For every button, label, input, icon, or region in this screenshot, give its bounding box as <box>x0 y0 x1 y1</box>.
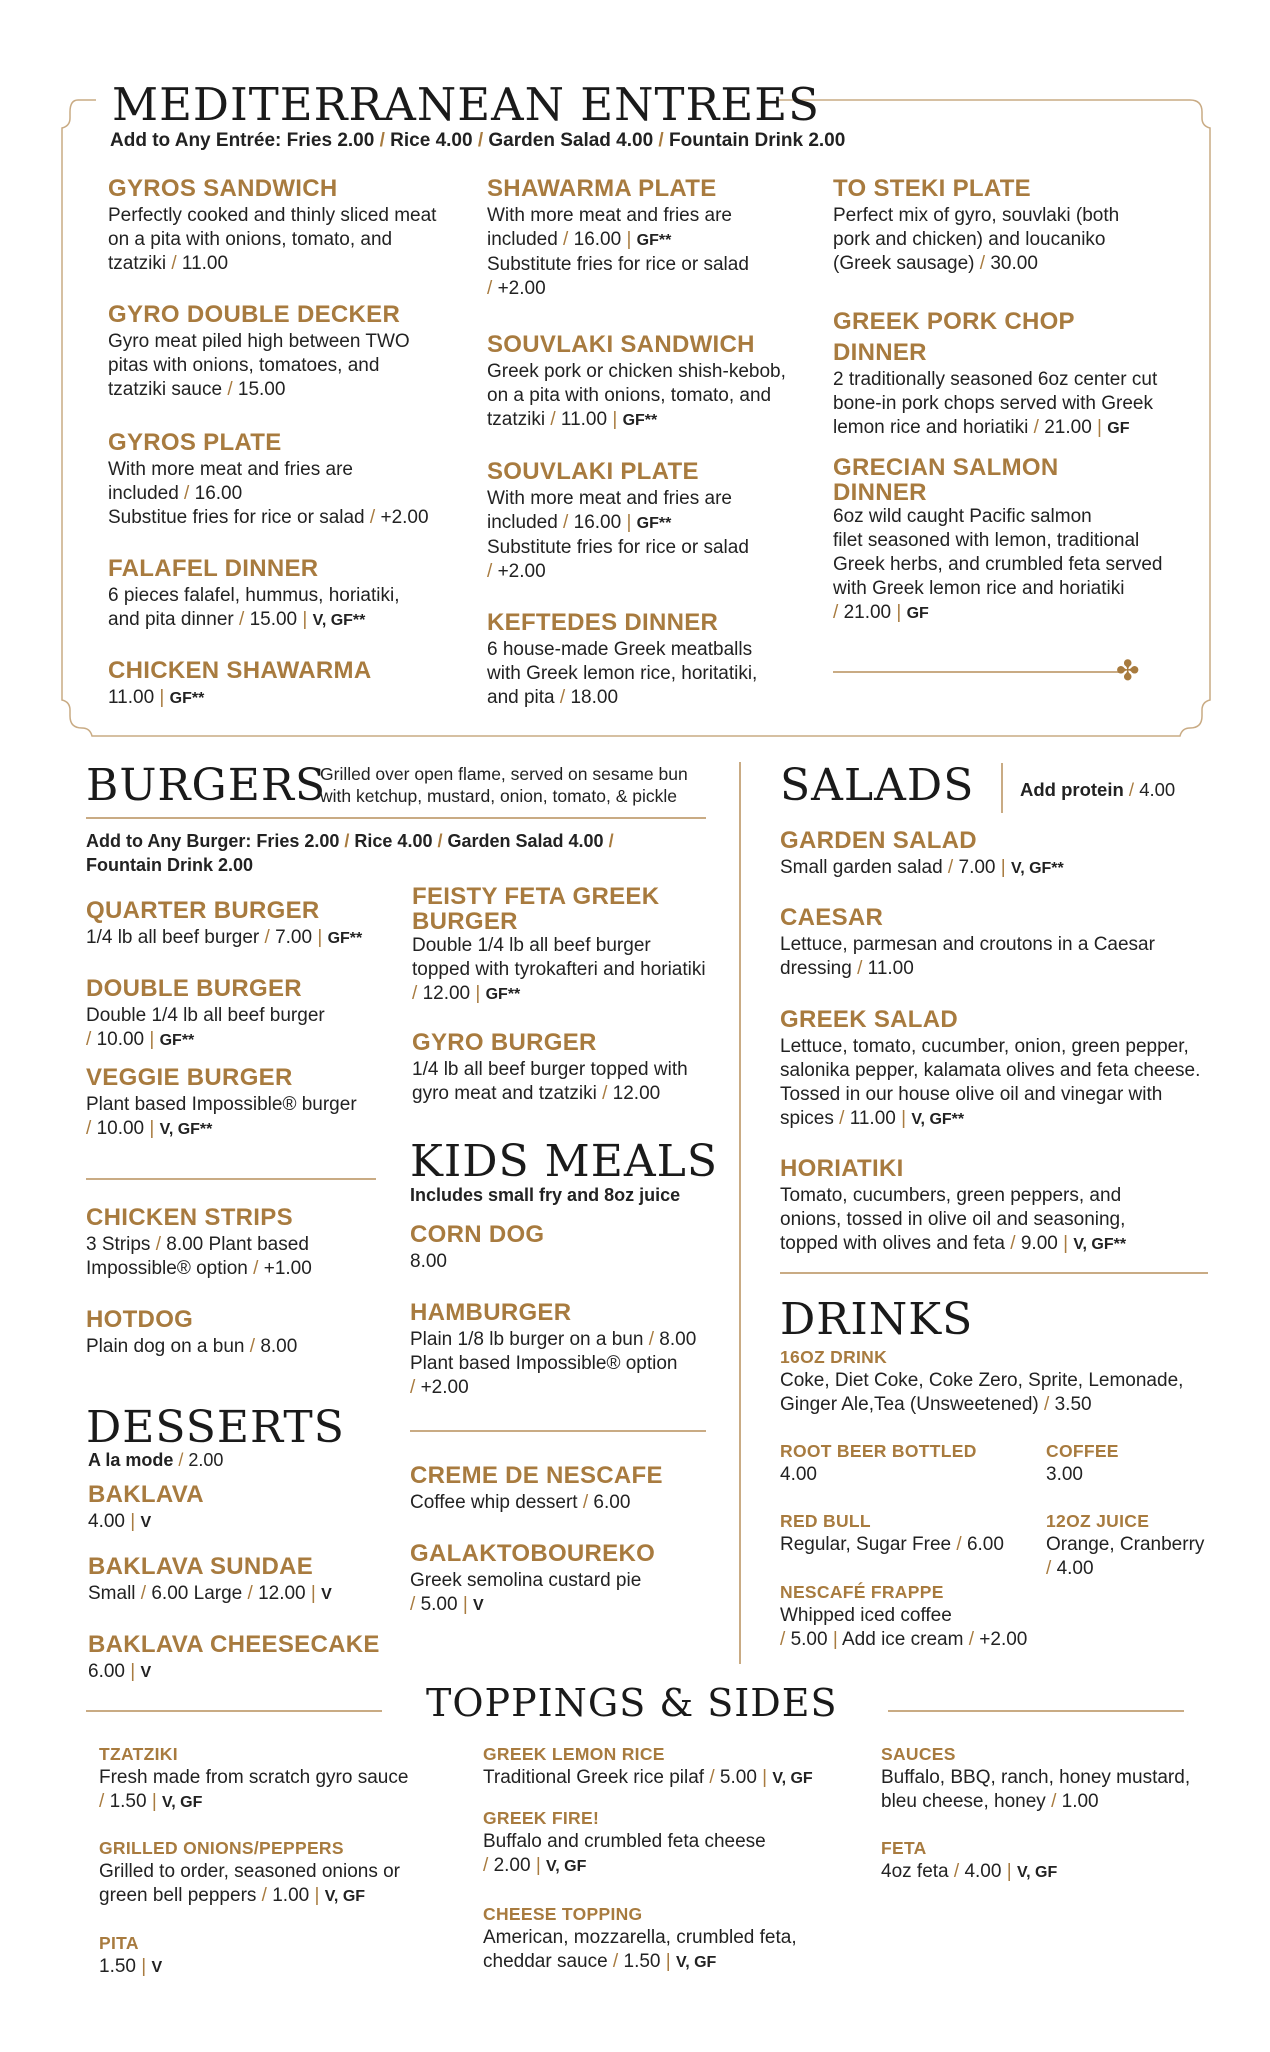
item-price: 5.00 <box>719 1767 757 1788</box>
item-price: 10.00 <box>96 1029 145 1050</box>
item-price: 11.00 <box>849 1108 896 1129</box>
menu-item-greek-lemon-rice: GREEK LEMON RICE Traditional Greek rice pilaf / 5.00 | V, GF <box>483 1742 863 1791</box>
menu-item-coffee <box>1046 1439 1226 1487</box>
item-price: 12.00 <box>612 1083 661 1104</box>
menu-item-greek-pork-chop-dinner: GREEK PORK CHOP DINNER 2 traditionally seasoned 6oz center cut bone-in pork chops served with Greek lemon rice and horiatiki / 21.00 | GF <box>833 306 1178 441</box>
item-desc: Add ice cream <box>842 1629 964 1650</box>
item-desc: onions, tossed in olive oil and seasoning, <box>780 1209 1126 1230</box>
menu-item-grecian-salmon-dinner: GRECIAN SALMON DINNER 6oz wild caught Pacific salmon filet seasoned with lemon, traditional Greek herbs, and crumbled feta served with Greek lemon rice and horiatiki / 21.00 | GF <box>833 455 1178 626</box>
item-desc: (Greek sausage) <box>833 253 975 274</box>
item-price: +2.00 <box>380 507 429 528</box>
item-price: +2.00 <box>497 278 546 299</box>
menu-item-hotdog: HOTDOG Plain dog on a bun / 8.00 <box>86 1304 416 1359</box>
item-desc: Plain 1/8 lb burger on a bun <box>410 1329 644 1350</box>
item-desc: With more meat and fries are <box>487 488 732 509</box>
menu-item-kids-hamburger: HAMBURGER Plain 1/8 lb burger on a bun / 8.00 Plant based Impossible® option / +2.00 <box>410 1297 730 1400</box>
item-tags: GF** <box>622 412 658 429</box>
item-price: 15.00 <box>237 379 286 400</box>
item-desc: with Greek lemon rice, horitatiki, <box>487 663 758 684</box>
item-name: GRILLED ONIONS/PEPPERS <box>99 1838 344 1858</box>
item-name: GREEK LEMON RICE <box>483 1744 665 1764</box>
item-desc: Plant based Impossible® burger <box>86 1094 357 1115</box>
item-desc: 1/4 lb all beef burger <box>86 927 260 948</box>
item-price: 4.00 <box>780 1464 817 1485</box>
item-tags: GF** <box>327 930 363 947</box>
item-name: FALAFEL DINNER <box>108 555 319 582</box>
item-tags: GF <box>906 605 929 622</box>
item-price: 11.00 <box>560 409 608 430</box>
item-price: 1.50 <box>99 1956 136 1977</box>
drinks-title: DRINKS <box>780 1294 974 1345</box>
item-name: COFFEE <box>1046 1441 1119 1461</box>
item-tags: GF** <box>159 1032 195 1049</box>
menu-item-falafel-dinner: FALAFEL DINNER 6 pieces falafel, hummus, horiatiki, and pita dinner / 15.00 | V, GF** <box>108 553 468 633</box>
menu-item-pita: PITA 1.50 | V <box>99 1931 459 1980</box>
item-desc: Perfectly cooked and thinly sliced meat <box>108 205 437 226</box>
item-name: CREME DE NESCAFE <box>410 1462 663 1489</box>
item-desc: American, mozzarella, crumbled feta, <box>483 1927 797 1948</box>
menu-item-gyro-double-decker: GYRO DOUBLE DECKER Gyro meat piled high between TWO pitas with onions, tomatoes, and tzatziki sauce / 15.00 <box>108 299 468 402</box>
menu-item-root-beer-bottled <box>780 1439 1020 1487</box>
item-tags: V, GF <box>1016 1864 1058 1881</box>
burgers-rule <box>86 817 706 819</box>
menu-item-baklava-sundae: BAKLAVA SUNDAE Small / 6.00 Large / 12.00 | V <box>88 1551 418 1607</box>
item-desc: tzatziki <box>487 409 546 430</box>
item-desc: Greek pork or chicken shish-kebob, <box>487 361 786 382</box>
item-desc: included <box>487 512 558 533</box>
item-desc: Substitue fries for rice or salad <box>108 507 365 528</box>
item-price: 4.00 <box>1056 1558 1094 1579</box>
burgers-mid-rule <box>86 1178 376 1180</box>
item-desc: Tossed in our house olive oil and vinegar with <box>780 1084 1163 1105</box>
item-desc: Lettuce, tomato, cucumber, onion, green pepper, <box>780 1036 1189 1057</box>
item-name: GREEK FIRE! <box>483 1808 600 1828</box>
menu-item-quarter-burger: QUARTER BURGER 1/4 lb all beef burger / 7.00 | GF** <box>86 895 416 951</box>
item-price: +2.00 <box>979 1629 1028 1650</box>
item-desc: lemon rice and horiatiki <box>833 417 1029 438</box>
menu-item-double-burger: DOUBLE BURGER Double 1/4 lb all beef burger / 10.00 | GF** <box>86 973 416 1053</box>
item-desc: and pita dinner <box>108 609 234 630</box>
item-tags: GF** <box>169 690 205 707</box>
item-price: 8.00 <box>260 1336 298 1357</box>
item-desc: salonika pepper, kalamata olives and feta cheese. <box>780 1060 1201 1081</box>
menu-item-souvlaki-plate: SOUVLAKI PLATE With more meat and fries are included / 16.00 | GF** Substitute fries for rice or salad / +2.00 <box>487 456 817 584</box>
item-tags: V, GF** <box>159 1121 213 1138</box>
item-name: SOUVLAKI PLATE <box>487 458 699 485</box>
item-desc: Double 1/4 lb all beef burger <box>412 935 651 956</box>
menu-item-horiatiki: HORIATIKI Tomato, cucumbers, green peppers, and onions, tossed in olive oil and seasoning, topped with olives and feta / 9.00 | V, GF** <box>780 1153 1220 1257</box>
item-desc: With more meat and fries are <box>487 205 732 226</box>
item-name: CHEESE TOPPING <box>483 1904 643 1924</box>
item-tags: V, GF <box>162 1794 203 1811</box>
addon-drink: Fountain Drink 2.00 <box>669 130 846 151</box>
menu-item-shawarma-plate: SHAWARMA PLATE With more meat and fries are included / 16.00 | GF** Substitute fries for rice or salad / +2.00 <box>487 173 817 301</box>
menu-item-garden-salad: GARDEN SALAD Small garden salad / 7.00 | V, GF** <box>780 825 1220 881</box>
ornament-rule <box>833 671 1123 673</box>
item-tags: V <box>140 1664 152 1681</box>
item-desc: Greek herbs, and crumbled feta served <box>833 554 1163 575</box>
toppings-rule-right <box>888 1710 1184 1712</box>
item-price: 2.00 <box>493 1855 531 1876</box>
item-name: BAKLAVA SUNDAE <box>88 1553 314 1580</box>
item-name: DOUBLE BURGER <box>86 975 302 1002</box>
item-desc: Plant based Impossible® option <box>410 1353 678 1374</box>
item-desc: bone-in pork chops served with Greek <box>833 393 1153 414</box>
item-name: VEGGIE BURGER <box>86 1064 293 1091</box>
item-name: DINNER <box>833 479 927 506</box>
item-name: BURGER <box>412 908 518 935</box>
item-desc: Tomato, cucumbers, green peppers, and <box>780 1185 1122 1206</box>
menu-item-16oz-drink: 16OZ DRINK Coke, Diet Coke, Coke Zero, Sprite, Lemonade, Ginger Ale,Tea (Unsweetened) / 3.50 <box>780 1345 1220 1417</box>
item-name: CORN DOG <box>410 1221 545 1248</box>
menu-item-sauces: SAUCES Buffalo, BBQ, ranch, honey mustard, bleu cheese, honey / 1.00 <box>881 1742 1221 1814</box>
item-name: SOUVLAKI SANDWICH <box>487 331 755 358</box>
item-desc: tzatziki <box>108 253 167 274</box>
item-name: DINNER <box>833 339 927 366</box>
item-desc: Lettuce, parmesan and croutons in a Caesar <box>780 934 1155 955</box>
menu-item-baklava: BAKLAVA 4.00 | V <box>88 1479 418 1535</box>
item-price: 8.00 <box>659 1329 697 1350</box>
item-desc: filet seasoned with lemon, traditional <box>833 530 1140 551</box>
menu-item-chicken-shawarma: CHICKEN SHAWARMA 11.00 | GF** <box>108 655 468 711</box>
item-price: 11.00 <box>867 958 914 979</box>
item-name: HORIATIKI <box>780 1155 904 1182</box>
addon-salad: Garden Salad 4.00 <box>488 130 654 151</box>
item-price: 3.50 <box>1054 1394 1092 1415</box>
item-price: 12.00 <box>258 1583 306 1604</box>
item-price: 15.00 <box>249 609 298 630</box>
item-desc: Whipped iced coffee <box>780 1605 952 1626</box>
burgers-addons: Add to Any Burger: Fries 2.00 / Rice 4.00 / Garden Salad 4.00 / Fountain Drink 2.00 <box>86 831 614 875</box>
item-desc: Orange, Cranberry <box>1046 1534 1205 1555</box>
item-price: 8.00 <box>166 1234 204 1255</box>
item-name: FETA <box>881 1838 927 1858</box>
item-desc: Buffalo and crumbled feta cheese <box>483 1831 766 1852</box>
item-name: GALAKTOBOUREKO <box>410 1540 656 1567</box>
item-price: 3.00 <box>1046 1464 1083 1485</box>
item-name: GYRO BURGER <box>412 1029 597 1056</box>
menu-item-keftedes-dinner: KEFTEDES DINNER 6 house-made Greek meatballs with Greek lemon rice, horitatiki, and pita / 18.00 <box>487 607 817 710</box>
menu-item-souvlaki-sandwich: SOUVLAKI SANDWICH Greek pork or chicken shish-kebob, on a pita with onions, tomato, and tzatziki / 11.00 | GF** <box>487 329 817 433</box>
item-desc: Perfect mix of gyro, souvlaki (both <box>833 205 1120 226</box>
item-tags: V, GF <box>772 1770 813 1787</box>
item-desc: tzatziki sauce <box>108 379 223 400</box>
item-tags: V, GF** <box>911 1111 965 1128</box>
item-desc: 4oz feta <box>881 1861 949 1882</box>
item-desc: Greek semolina custard pie <box>410 1570 642 1591</box>
column-divider <box>739 762 741 1664</box>
item-name: FEISTY FETA GREEK <box>412 883 660 910</box>
menu-item-caesar: CAESAR Lettuce, parmesan and croutons in a Caesar dressing / 11.00 <box>780 902 1220 981</box>
menu-item-galaktoboureko: GALAKTOBOUREKO Greek semolina custard pie / 5.00 | V <box>410 1538 730 1618</box>
item-tags: V, GF** <box>1010 860 1064 877</box>
menu-item-tzatziki: TZATZIKI Fresh made from scratch gyro sauce / 1.50 | V, GF <box>99 1742 459 1815</box>
item-name: PITA <box>99 1933 139 1953</box>
addon-fries: Add to Any Burger: Fries 2.00 <box>86 831 340 851</box>
menu-item-12oz-juice: 12OZ JUICE Orange, Cranberry / 4.00 <box>1046 1509 1226 1581</box>
item-desc: Impossible® option <box>86 1258 248 1279</box>
salads-title: SALADS <box>780 760 975 811</box>
menu-item-gyros-sandwich: GYROS SANDWICH Perfectly cooked and thinly sliced meat on a pita with onions, tomato, and tzatziki / 11.00 <box>108 173 468 276</box>
item-desc: Plant based <box>208 1234 309 1255</box>
item-tags: V <box>140 1514 152 1531</box>
item-price: 1.50 <box>623 1951 661 1972</box>
item-price: 21.00 <box>843 602 892 623</box>
kids-rule <box>410 1430 706 1432</box>
menu-item-to-steki-plate: TO STEKI PLATE Perfect mix of gyro, souvlaki (both pork and chicken) and loucaniko (Greek sausage) / 30.00 <box>833 173 1178 276</box>
item-desc: spices <box>780 1108 834 1129</box>
fleuron-icon: ✤ <box>1116 655 1140 686</box>
item-name: 16OZ DRINK <box>780 1347 888 1367</box>
item-tags: V <box>473 1597 484 1614</box>
item-desc: 6 house-made Greek meatballs <box>487 639 753 660</box>
item-name: KEFTEDES DINNER <box>487 609 719 636</box>
item-desc: pork and chicken) and loucaniko <box>833 229 1106 250</box>
item-tags: GF** <box>485 986 521 1003</box>
item-desc: included <box>487 229 558 250</box>
menu-item-cheese-topping: CHEESE TOPPING American, mozzarella, crumbled feta, cheddar sauce / 1.50 | V, GF <box>483 1902 863 1975</box>
item-desc: Coke, Diet Coke, Coke Zero, Sprite, Lemonade, <box>780 1370 1184 1391</box>
item-tags: V, GF** <box>312 612 366 629</box>
item-name: SHAWARMA PLATE <box>487 175 717 202</box>
item-desc: with Greek lemon rice and horiatiki <box>833 578 1125 599</box>
item-price: 6.00 <box>593 1492 631 1513</box>
addon-rice: Rice 4.00 <box>354 831 433 851</box>
desserts-subtitle: A la mode / 2.00 <box>88 1450 224 1470</box>
item-desc: Grilled to order, seasoned onions or <box>99 1861 401 1882</box>
item-tags: V <box>151 1959 163 1976</box>
kids-subtitle: Includes small fry and 8oz juice <box>410 1185 681 1205</box>
toppings-title: TOPPINGS & SIDES <box>426 1681 838 1725</box>
item-price: +2.00 <box>420 1377 469 1398</box>
menu-item-greek-fire: GREEK FIRE! Buffalo and crumbled feta cheese / 2.00 | V, GF <box>483 1806 863 1879</box>
item-price: 11.00 <box>108 687 155 708</box>
menu-item-chicken-strips: CHICKEN STRIPS 3 Strips / 8.00 Plant based Impossible® option / +1.00 <box>86 1202 416 1281</box>
item-desc: Ginger Ale,Tea (Unsweetened) <box>780 1394 1039 1415</box>
item-desc: Small <box>88 1583 136 1604</box>
item-name: GARDEN SALAD <box>780 827 977 854</box>
subtitle-price: 2.00 <box>188 1450 224 1470</box>
item-price: 11.00 <box>181 253 229 274</box>
item-desc: cheddar sauce <box>483 1951 608 1972</box>
item-desc: Large <box>193 1583 243 1604</box>
salads-rule <box>780 1272 1208 1274</box>
item-desc: Double 1/4 lb all beef burger <box>86 1005 325 1026</box>
item-desc: Buffalo, BBQ, ranch, honey mustard, <box>881 1767 1191 1788</box>
addon-drink: Fountain Drink 2.00 <box>86 855 254 875</box>
item-desc: Coffee whip dessert <box>410 1492 578 1513</box>
item-desc: topped with olives and feta <box>780 1233 1005 1254</box>
item-name: GYRO DOUBLE DECKER <box>108 301 401 328</box>
item-price: 5.00 <box>420 1594 458 1615</box>
item-price: 16.00 <box>194 483 243 504</box>
menu-item-grilled-onions-peppers: GRILLED ONIONS/PEPPERS Grilled to order, seasoned onions or green bell peppers / 1.00 | V, GF <box>99 1836 459 1909</box>
item-desc: pitas with onions, tomatoes, and <box>108 355 380 376</box>
salads-title-divider <box>1001 763 1003 813</box>
item-desc: dressing <box>780 958 852 979</box>
item-name: TZATZIKI <box>99 1744 178 1764</box>
item-tags: GF** <box>636 515 672 532</box>
menu-item-greek-salad: GREEK SALAD Lettuce, tomato, cucumber, onion, green pepper, salonika pepper, kalamata olives and feta cheese. Tossed in our house olive oil and vinegar with spices / 11.00 | V, GF** <box>780 1004 1220 1132</box>
item-desc: Substitute fries for rice or salad <box>487 254 749 275</box>
item-price: 6.00 <box>151 1583 189 1604</box>
item-price: 10.00 <box>96 1118 145 1139</box>
subtitle-line: Grilled over open flame, served on sesame bun <box>320 764 688 784</box>
burgers-subtitle <box>320 763 688 807</box>
item-price: 1.00 <box>272 1885 310 1906</box>
entrees-addons: Add to Any Entrée: Fries 2.00 / Rice 4.00 / Garden Salad 4.00 / Fountain Drink 2.00 <box>110 130 846 151</box>
addon-fries: Add to Any Entrée: Fries 2.00 <box>110 130 375 151</box>
item-name: GREEK SALAD <box>780 1006 958 1033</box>
item-name: BAKLAVA <box>88 1481 204 1508</box>
item-desc: Fresh made from scratch gyro sauce <box>99 1767 409 1788</box>
item-desc: Regular, Sugar Free <box>780 1534 952 1555</box>
item-desc: topped with tyrokafteri and horiatiki <box>412 959 706 980</box>
item-desc: Traditional Greek rice pilaf <box>483 1767 705 1788</box>
addon-salad: Garden Salad 4.00 <box>447 831 604 851</box>
item-price: 12.00 <box>422 983 471 1004</box>
item-desc: on a pita with onions, tomato, and <box>487 385 772 406</box>
item-name: GREEK PORK CHOP <box>833 308 1075 335</box>
item-name: GRECIAN SALMON <box>833 454 1059 481</box>
item-price: 6.00 <box>88 1661 125 1682</box>
item-price: +1.00 <box>263 1258 312 1279</box>
item-name: GYROS SANDWICH <box>108 175 338 202</box>
addon-rice: Rice 4.00 <box>390 130 473 151</box>
salads-addon: Add protein / 4.00 <box>1020 779 1176 800</box>
item-tags: GF** <box>636 232 672 249</box>
item-price: 16.00 <box>573 229 622 250</box>
item-name: TO STEKI PLATE <box>833 175 1031 202</box>
item-name: NESCAFÉ FRAPPE <box>780 1582 944 1602</box>
item-name: BAKLAVA CHEESECAKE <box>88 1631 380 1658</box>
menu-item-feisty-feta-greek-burger: FEISTY FETA GREEK BURGER Double 1/4 lb all beef burger topped with tyrokafteri and horiatiki / 12.00 | GF** <box>412 884 732 1007</box>
item-desc: 6oz wild caught Pacific salmon <box>833 506 1092 527</box>
item-price: 21.00 <box>1044 417 1092 438</box>
item-tags: V, GF <box>546 1858 587 1875</box>
item-price: 4.00 <box>964 1861 1002 1882</box>
item-desc: included <box>108 483 179 504</box>
item-desc: Substitute fries for rice or salad <box>487 537 749 558</box>
item-desc: Plain dog on a bun <box>86 1336 245 1357</box>
item-tags: V <box>321 1586 332 1603</box>
entrees-title: MEDITERRANEAN ENTREES <box>112 78 820 131</box>
item-price: 16.00 <box>573 512 622 533</box>
menu-item-gyros-plate: GYROS PLATE With more meat and fries are included / 16.00 Substitue fries for rice or salad / +2.00 <box>108 427 468 530</box>
item-tags: V, GF <box>675 1954 717 1971</box>
item-tags: V, GF** <box>1073 1236 1127 1253</box>
toppings-rule-left <box>86 1710 382 1712</box>
item-name: CHICKEN SHAWARMA <box>108 657 372 684</box>
menu-item-nescafe-frappe: NESCAFÉ FRAPPE Whipped iced coffee / 5.00 | Add ice cream / +2.00 <box>780 1580 1200 1652</box>
item-name: 12OZ JUICE <box>1046 1511 1150 1531</box>
addon-text: Add protein <box>1020 779 1124 800</box>
item-price: 5.00 <box>790 1629 828 1650</box>
item-desc: 2 traditionally seasoned 6oz center cut <box>833 369 1158 390</box>
item-name: QUARTER BURGER <box>86 897 320 924</box>
item-desc: gyro meat and tzatziki <box>412 1083 597 1104</box>
item-price: 6.00 <box>966 1534 1004 1555</box>
menu-item-gyro-burger: GYRO BURGER 1/4 lb all beef burger topped with gyro meat and tzatziki / 12.00 <box>412 1027 732 1106</box>
item-price: 4.00 <box>88 1511 125 1532</box>
item-price: 8.00 <box>410 1251 447 1272</box>
item-price: 18.00 <box>570 687 619 708</box>
item-desc: and pita <box>487 687 555 708</box>
item-price: 7.00 <box>958 857 996 878</box>
item-price: 9.00 <box>1020 1233 1058 1254</box>
item-price: 1.00 <box>1061 1791 1099 1812</box>
item-price: 1.50 <box>109 1791 147 1812</box>
addon-price: 4.00 <box>1139 779 1176 800</box>
menu-item-feta: FETA 4oz feta / 4.00 | V, GF <box>881 1836 1221 1885</box>
menu-item-creme-de-nescafe: CREME DE NESCAFE Coffee whip dessert / 6.00 <box>410 1460 730 1515</box>
item-desc: With more meat and fries are <box>108 459 353 480</box>
item-name: SAUCES <box>881 1744 956 1764</box>
item-tags: V, GF <box>324 1888 366 1905</box>
menu-item-veggie-burger: VEGGIE BURGER Plant based Impossible® burger / 10.00 | V, GF** <box>86 1062 416 1142</box>
subtitle-line: with ketchup, mustard, onion, tomato, & pickle <box>320 786 677 806</box>
item-name: HOTDOG <box>86 1306 194 1333</box>
item-desc: 6 pieces falafel, hummus, horiatiki, <box>108 585 400 606</box>
item-name: CAESAR <box>780 904 884 931</box>
burgers-title: BURGERS <box>86 760 327 811</box>
item-desc: Gyro meat piled high between TWO <box>108 331 410 352</box>
item-price: +2.00 <box>497 561 546 582</box>
item-desc: Small garden salad <box>780 857 943 878</box>
item-name: GYROS PLATE <box>108 429 282 456</box>
item-price: 30.00 <box>990 253 1038 274</box>
item-name: RED BULL <box>780 1511 871 1531</box>
item-name: ROOT BEER BOTTLED <box>780 1441 977 1461</box>
item-desc: on a pita with onions, tomato, and <box>108 229 393 250</box>
menu-item-red-bull: RED BULL Regular, Sugar Free / 6.00 <box>780 1509 1040 1557</box>
item-price: 7.00 <box>275 927 313 948</box>
menu-item-corn-dog <box>410 1219 730 1274</box>
item-desc: bleu cheese, honey <box>881 1791 1046 1812</box>
desserts-title: DESSERTS <box>86 1402 345 1453</box>
item-name: HAMBURGER <box>410 1299 572 1326</box>
menu-item-baklava-cheesecake: BAKLAVA CHEESECAKE 6.00 | V <box>88 1629 418 1685</box>
subtitle-text: A la mode <box>88 1450 174 1470</box>
item-desc: 3 Strips <box>86 1234 151 1255</box>
item-desc: green bell peppers <box>99 1885 257 1906</box>
item-tags: GF <box>1107 420 1130 437</box>
kids-title: KIDS MEALS <box>410 1136 718 1187</box>
item-desc: 1/4 lb all beef burger topped with <box>412 1059 688 1080</box>
item-name: CHICKEN STRIPS <box>86 1204 293 1231</box>
